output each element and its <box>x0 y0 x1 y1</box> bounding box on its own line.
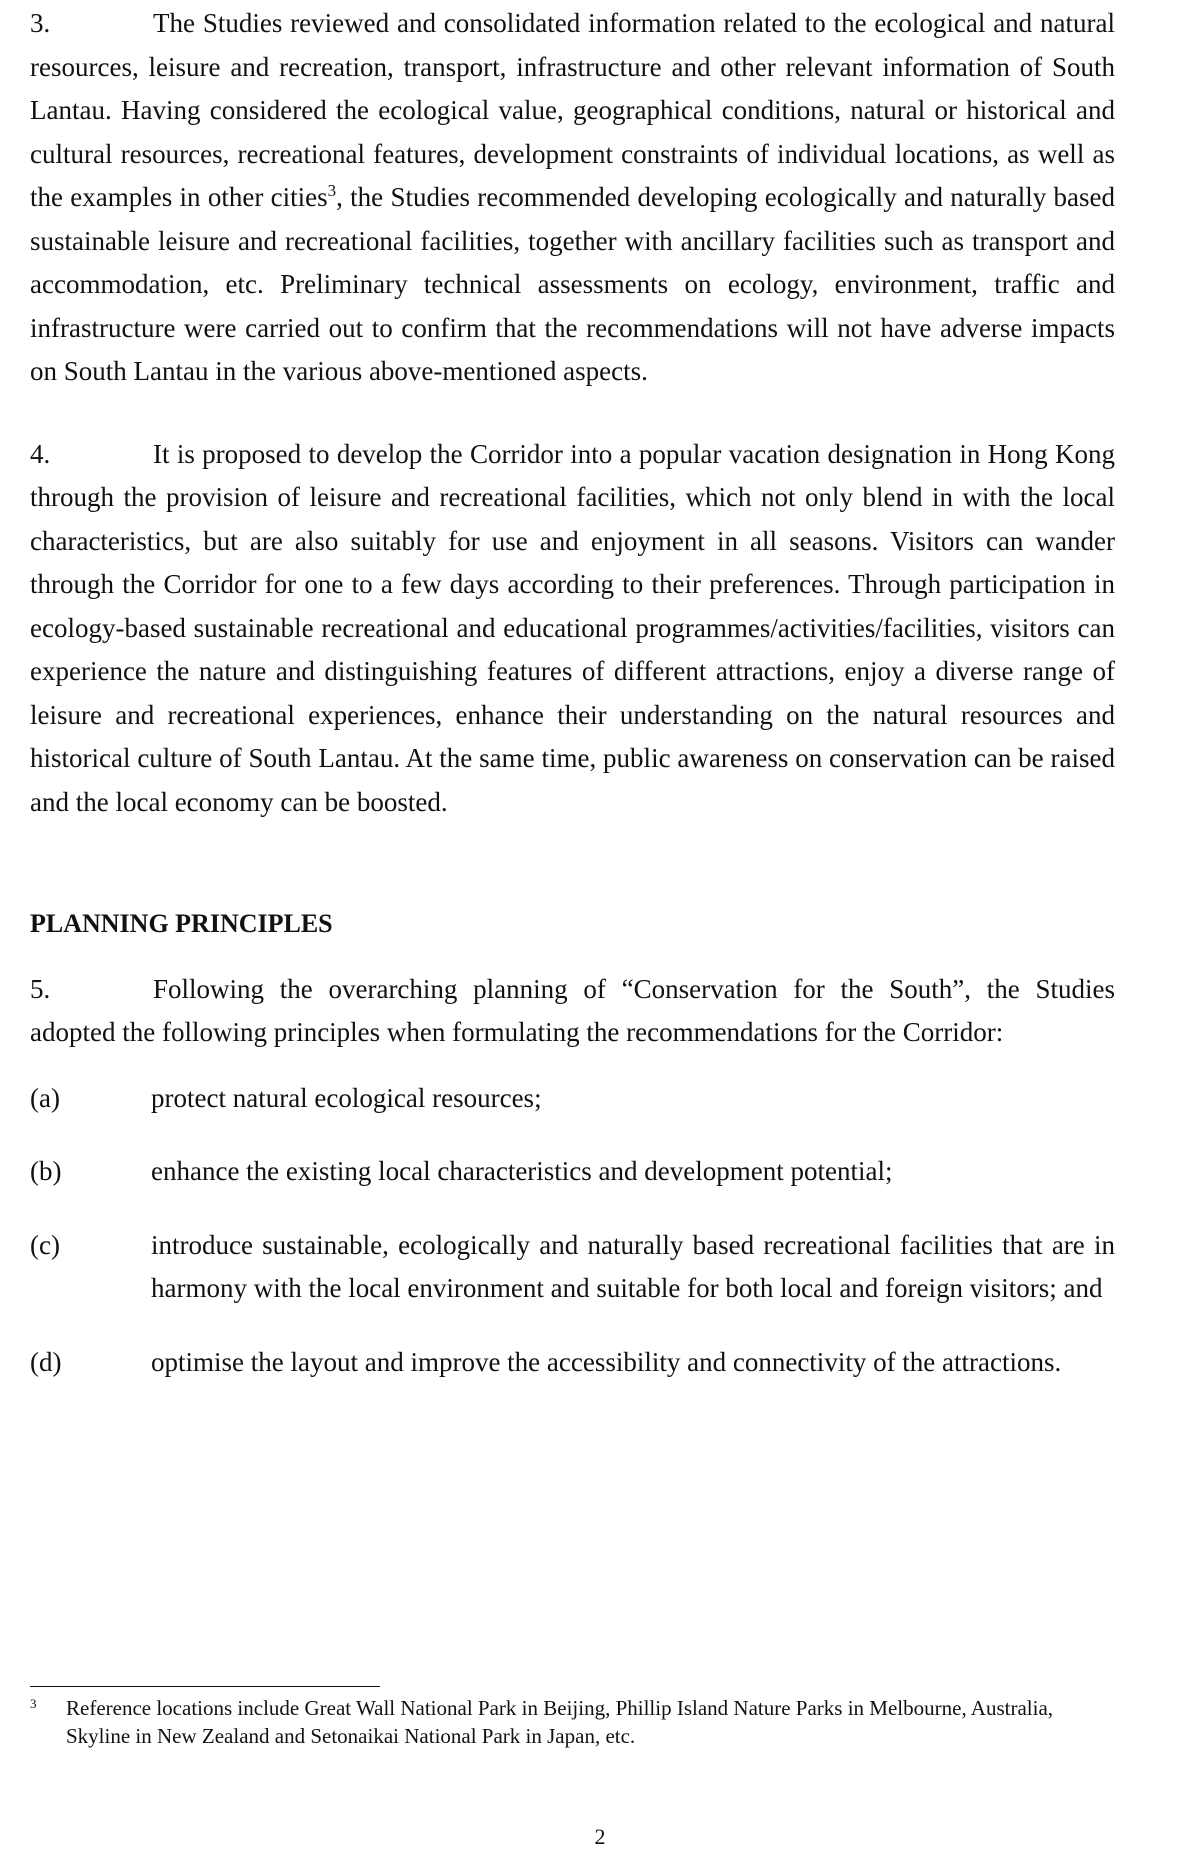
paragraph-text: It is proposed to develop the Corridor into a popular vacation designation in Hong Kong through the provision of leisure and recreational facilities, which not only blend in with the local characteristics, but are also suitably for use and enjoyment in all seasons. Visitors can wander through the Corridor for one to a few days according to their preferences. Through participation in ecology-based sustainable recreational and educational programmes/activities/facilities, visitors can experience the nature and distinguishing features of different attractions, enjoy a diverse range of leisure and recreational experiences, enhance their understanding on the natural resources and historical culture of South Lantau. At the same time, public awareness on conservation can be raised and the local economy can be boosted. <box>30 438 1115 817</box>
paragraph-4 <box>30 433 1115 825</box>
paragraph-number: 4. <box>30 438 51 469</box>
paragraph-number: 5. <box>30 973 51 1004</box>
paragraph-text-continued: , the Studies recommended developing ecologically and naturally based sustainable leisure and recreational facilities, together with ancillary facilities such as transport and accommodation, etc. Preliminary technical assessments on ecology, environment, traffic and infrastructure were carried out to confirm that the recommendations will not have adverse impacts on South Lantau in the various above-mentioned aspects. <box>30 182 1116 386</box>
paragraph-5 <box>30 968 1115 1055</box>
footnote-marker: 3 <box>30 1696 37 1711</box>
document-body <box>30 2 1115 1414</box>
list-item-text: enhance the existing local characteristics and development potential; <box>151 1156 893 1186</box>
list-marker: (a) <box>30 1082 60 1113</box>
list-item <box>30 1077 1115 1121</box>
footnote <box>30 1694 1115 1750</box>
paragraph-text: Following the overarching planning of “Conservation for the South”, the Studies adopted the following principles when formulating the recommendations for the Corridor: <box>30 973 1115 1047</box>
list-item-text: introduce sustainable, ecologically and naturally based recreational facilities that are in harmony with the local environment and suitable for both local and foreign visitors; and <box>151 1229 1115 1303</box>
list-marker: (d) <box>30 1346 62 1377</box>
section-heading: PLANNING PRINCIPLES <box>30 909 333 938</box>
footnote-divider <box>30 1686 380 1687</box>
list-item <box>30 1150 1115 1194</box>
footnote-text: Reference locations include Great Wall National Park in Beijing, Phillip Island Nature Parks in Melbourne, Australia, Skyline in New Zealand and Setonaikai National Park in Japan, etc. <box>66 1696 1054 1748</box>
paragraph-text: The Studies reviewed and consolidated information related to the ecological and natural resources, leisure and recreation, transport, infrastructure and other relevant information of South Lantau. Having considered the ecological value, geographical conditions, natural or historical and cultural resources, recreational features, development constraints of individual locations, as well as the examples in other cities <box>30 8 1115 212</box>
paragraph-3 <box>30 2 1115 394</box>
list-marker: (c) <box>30 1229 60 1260</box>
list-item-text: protect natural ecological resources; <box>151 1082 542 1113</box>
page-number: 2 <box>594 1824 606 1849</box>
list-item <box>30 1341 1115 1385</box>
list-item <box>30 1224 1115 1311</box>
paragraph-number: 3. <box>30 8 51 38</box>
principles-list <box>30 1077 1115 1385</box>
footnote-reference: 3 <box>327 181 337 200</box>
list-marker: (b) <box>30 1156 62 1186</box>
list-item-text: optimise the layout and improve the accessibility and connectivity of the attractions. <box>151 1346 1062 1377</box>
